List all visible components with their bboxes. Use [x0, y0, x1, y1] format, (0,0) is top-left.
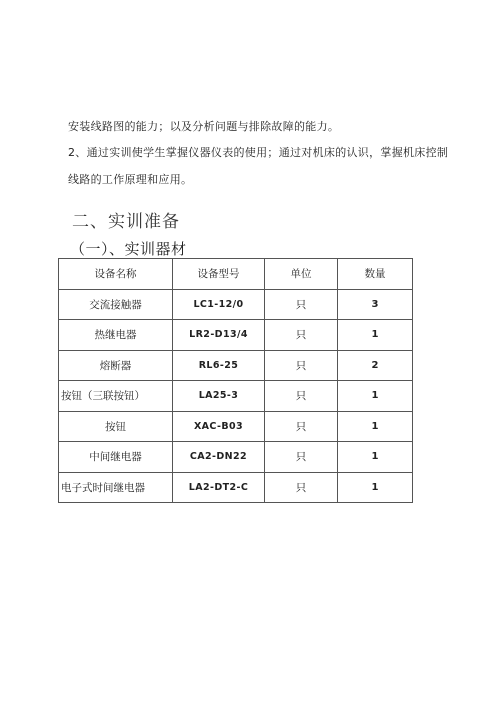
section-heading: 二、实训准备 [72, 212, 180, 232]
cell-model: XAC-B03 [173, 411, 265, 442]
cell-qty: 2 [338, 350, 413, 381]
equipment-table [58, 258, 413, 503]
cell-unit: 只 [265, 472, 338, 503]
cell-model: LC1-12/0 [173, 289, 265, 320]
cell-model: LR2-D13/4 [173, 320, 265, 351]
paragraph-line-2: 2、通过实训使学生掌握仪器仪表的使用；通过对机床的认识，掌握机床控制 [68, 146, 449, 159]
cell-name: 热继电器 [59, 320, 173, 351]
cell-unit: 只 [265, 289, 338, 320]
cell-model: LA2-DT2-C [173, 472, 265, 503]
cell-qty: 1 [338, 411, 413, 442]
cell-unit: 只 [265, 411, 338, 442]
cell-qty: 1 [338, 381, 413, 412]
table-row [59, 350, 413, 381]
cell-model: CA2-DN22 [173, 442, 265, 473]
subsection-heading: （一）、实训器材 [70, 240, 187, 258]
cell-name: 熔断器 [59, 350, 173, 381]
cell-name: 中间继电器 [59, 442, 173, 473]
table-row [59, 289, 413, 320]
cell-unit: 只 [265, 320, 338, 351]
header-cell-name: 设备名称 [59, 259, 173, 290]
cell-name: 按钮 [59, 411, 173, 442]
cell-name: 交流接触器 [59, 289, 173, 320]
header-cell-model: 设备型号 [173, 259, 265, 290]
cell-qty: 1 [338, 320, 413, 351]
table-row [59, 411, 413, 442]
cell-qty: 1 [338, 442, 413, 473]
table-row [59, 442, 413, 473]
paragraph-line-3: 线路的工作原理和应用。 [68, 173, 193, 186]
table-row [59, 320, 413, 351]
table-row [59, 381, 413, 412]
cell-name: 按钮（三联按钮） [59, 381, 173, 412]
cell-model: LA25-3 [173, 381, 265, 412]
cell-unit: 只 [265, 442, 338, 473]
cell-qty: 1 [338, 472, 413, 503]
header-cell-qty: 数量 [338, 259, 413, 290]
paragraph-line-1: 安装线路图的能力；以及分析问题与排除故障的能力。 [68, 120, 340, 133]
cell-unit: 只 [265, 381, 338, 412]
table-row [59, 472, 413, 503]
header-cell-unit: 单位 [265, 259, 338, 290]
cell-qty: 3 [338, 289, 413, 320]
table-header-row [59, 259, 413, 290]
cell-name: 电子式时间继电器 [59, 472, 173, 503]
cell-model: RL6-25 [173, 350, 265, 381]
cell-unit: 只 [265, 350, 338, 381]
